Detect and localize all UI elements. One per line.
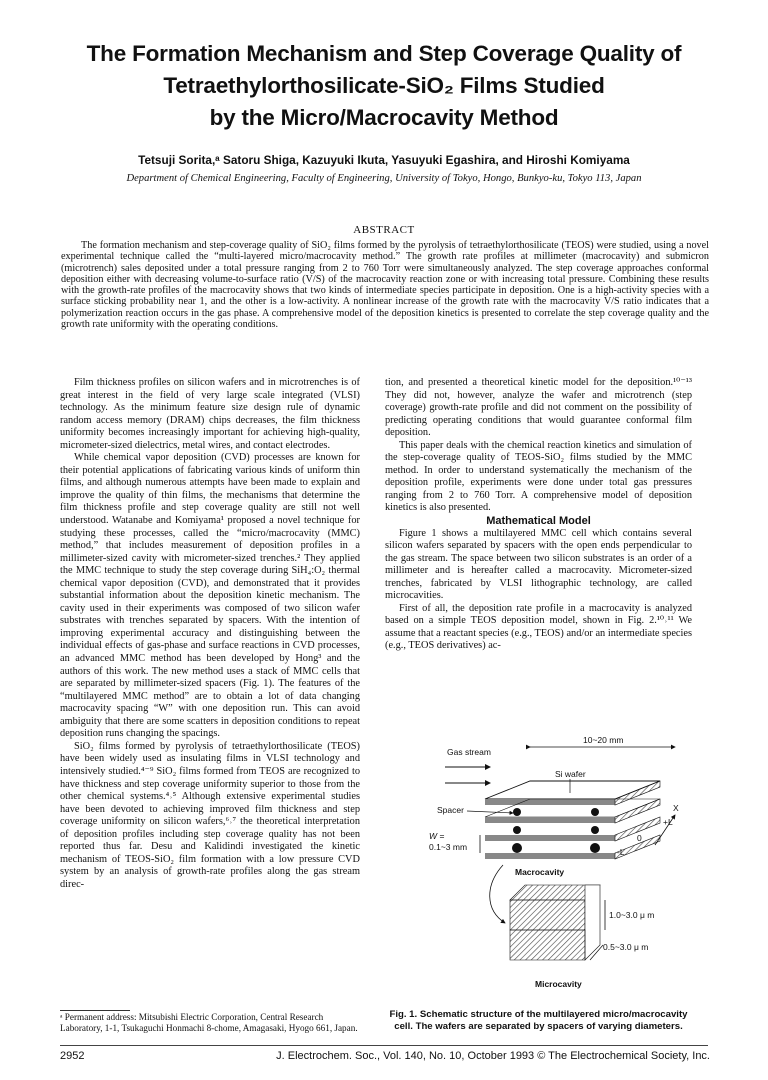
trench-width-label: 0.5~3.0 μ m [603,942,649,952]
affiliation: Department of Chemical Engineering, Faculty of Engineering, University of Tokyo, Hongo, Bunkyo-ku, Tokyo 113, Japan [126,173,642,184]
macrocavity-label: Macrocavity [515,867,565,877]
body-paragraph: While chemical vapor deposition (CVD) processes are known for their potential applications of fabricating various kinds of uniform thin films, and although numerous attempts have been made to explain and improve the quality of thin films, the mechanisms that determine the film thickness profile and step coverage quality are still not well understood. Watanabe and Komiyama¹ proposed a novel technique for studying these processes, called the “micro/macrocavity (MMC) method,” that includes measurement of deposition profiles in a millimeter-sized cavity with micrometer-sized trenches.² They applied the MMC technique to study the step coverage during SiH₄:O₂ thermal chemical vapor deposition (CVD), and demonstrated that it provides substantial information about the deposition kinetic mechanism. The cavity used in their experiments was composed of two silicon wafer substrates with trenches separated by spacers. With the intention of improving experimental accuracy and distinguishing between the individual effects of gas-phase and surface reactions in CVD processes, an advanced MMC method has been developed by Hong³ and the authors of this work. The new method uses a stack of MMC cells that are separated by millimeter-sized spacers (Fig. 1). The features of the “multilayered MMC method” are to obtain a lot of data changing macrocavity spacing “W” with one deposition run. This can avoid ambiguity that there are some scatters in deposition conditions to repeat deposition runs changing the spacings. [60,452,360,740]
body-paragraph: SiO₂ films formed by pyrolysis of tetraethylorthosilicate (TEOS) have been widely used as insulating films in VLSI technology and intensively studied.⁴⁻⁹ SiO₂ films formed from TEOS are recognized to have thickness and step coverage uniformity superior to those from the other chemical systems.⁴˒⁵ Although extensive experimental studies have been devoted to achieving improved film thickness and step coverage uniformity on silicon wafers,⁶˒⁷ the theoretical interpretation of deposition profiles including step coverage quality has not been reported thus far. Desu and Kalidindi investigated the kinetic mechanism of TEOS-SiO₂ film formation with a low pressure CVD system by an analysis of growth-rate profiles along the gas stream direc- [60,740,360,890]
si-wafer-label: Si wafer [555,769,586,779]
journal-citation: J. Electrochem. Soc., Vol. 140, No. 10, October 1993 © The Electrochemical Society, Inc. [276,1050,710,1062]
w-range-label: 0.1~3 mm [429,842,468,852]
author-list: Tetsuji Sorita,ᵃ Satoru Shiga, Kazuyuki Ikuta, Yasuyuki Egashira, and Hiroshi Komiyama [138,153,630,167]
body-paragraph: This paper deals with the chemical reaction kinetics and simulation of the step-coverage quality of TEOS-SiO₂ films studied by the MMC method. In order to understand systematically the mechanism of the deposition profile, experiments were done under total gas pressures ranging from 2 to 760 Torr. A comprehensive model of deposition kinetics is also presented. [385,439,692,514]
figure-caption: Fig. 1. Schematic structure of the multilayered micro/macrocavity cell. The wafers are separated by spacers of varying diameters. [389,1009,688,1032]
footnote: ᵃ Permanent address: Mitsubishi Electric Corporation, Central Research Laboratory, 1-1, Tsukaguchi Honmachi 8-chome, Amagasaki, Hyogo 661, Japan. [60,1012,358,1033]
wafer-stack [485,781,660,859]
depth-label: 1.0~3.0 μ m [609,910,655,920]
spacer-label: Spacer [437,805,464,815]
plus-l-label: +L [663,817,673,827]
abstract-heading: ABSTRACT [353,224,415,236]
footnote-rule [60,1010,130,1011]
gas-stream-label: Gas stream [447,747,491,757]
abstract-text: The formation mechanism and step-coverage quality of SiO₂ films formed by the pyrolysis of tetraethylorthosilicate (TEOS) were studied, using a novel experimental technique called the “multi-layered micro/macrocavity method.” The growth rate profiles at millimeter (macrocavity) and submicron (microtrench) sales deposited under a total pressure ranging from 2 to 760 Torr were simultaneously analyzed. The step coverage approaches conformal deposition either with decreasing volume-to-surface ratio (V/S) of the macrocavity reaction zone or with increasing total pressure. Combining these results with the growth-rate profiles of the macrocavity shows that two kinds of intermediate species participate in deposition. One is a high-activity species with a surface sticking probability near 1, and the other is a low-activity. A nonlinear increase of the growth rate with the macrocavity V/S ratio indicates that a polymerization reaction occurs in the gas phase. A comprehensive model of the deposition kinetics is presented to correlate the step coverage quality and the growth rate uniformity with the operating conditions. [61,240,709,331]
page-number: 2952 [60,1050,85,1062]
body-paragraph: First of all, the deposition rate profile in a macrocavity is analyzed based on a simple TEOS deposition model, shown in Fig. 2.¹⁰˒¹¹ We assume that a reactant species (e.g., TEOS) and/or an intermediate species (e.g., TEOS derivatives) ac- [385,602,692,652]
section-heading: Mathematical Model [486,515,591,528]
body-paragraph: tion, and presented a theoretical kinetic model for the deposition.¹⁰⁻¹³ They did not, however, analyze the wafer and microtrench (step coverage) growth-rate profile and did not comment on the possibility of predicting operating conditions that would guarantee conformal film deposition. [385,377,692,439]
footer-rule [60,1045,708,1046]
right-column [385,377,692,653]
paper-title [40,38,728,134]
title-line-1: The Formation Mechanism and Step Coverage Quality of [86,41,682,66]
minus-l-label: -L [617,847,625,857]
microcavity-label: Microcavity [535,979,582,989]
width-label: 10~20 mm [583,735,624,745]
title-line-3: by the Micro/Macrocavity Method [209,105,559,130]
body-paragraph: Film thickness profiles on silicon wafers and in microtrenches is of great interest in the field of very large scale integrated (VLSI) technology. As the minimum feature size design rule of dynamic random access memory (DRAM) chips decreases, the film thickness uniformity becomes increasingly important for achieving high-quality, micrometer-sized dielectrics, metal wires, and contact electrodes. [60,377,360,451]
zero-label: 0 [637,833,642,843]
microcavity-trench [510,885,600,960]
left-column [60,377,360,891]
figure-1-schematic [405,735,695,995]
w-label: W = [429,831,445,841]
x-axis-label: X [673,803,679,813]
body-paragraph: Figure 1 shows a multilayered MMC cell which contains several silicon wafers separated by spacers with the open ends perpendicular to the gas stream. The space between two silicon substrates is an order of a millimeter and is hereafter called a macrocavity. Micrometer-sized trenches, fabricated by VLSI lithographic technology, are called microcavities. [385,527,692,602]
title-line-2: Tetraethylorthosilicate-SiO₂ Films Studied [163,73,605,98]
